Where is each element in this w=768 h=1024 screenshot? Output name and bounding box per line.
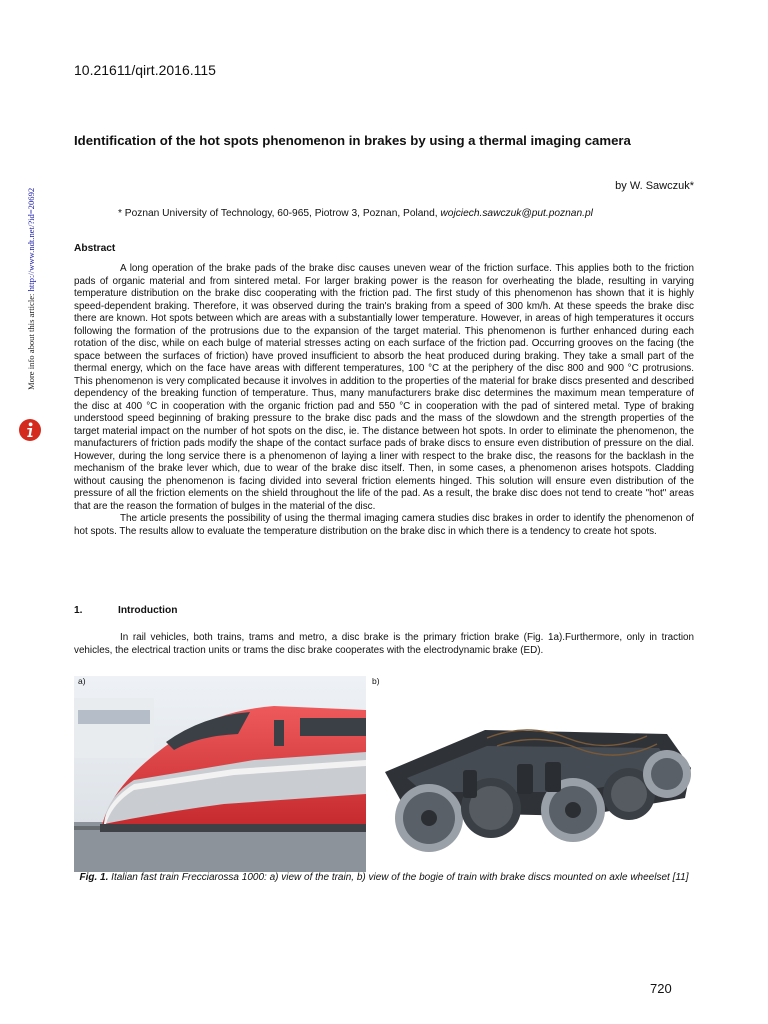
affiliation-text: * Poznan University of Technology, 60-965, Piotrow 3, Poznan, Poland, — [118, 208, 441, 219]
abstract-body — [74, 263, 694, 538]
paper-title: Identification of the hot spots phenomenon in brakes by using a thermal imaging camera — [74, 133, 631, 148]
figure-caption-label: Fig. 1. — [79, 872, 109, 883]
train-photo — [74, 676, 366, 872]
article-link[interactable]: http://www.ndt.net/?id=20692 — [26, 187, 36, 292]
page-number: 720 — [650, 981, 672, 996]
section-title: Introduction — [118, 605, 178, 616]
figure-caption-text: Italian fast train Frecciarossa 1000: a) view of the train, b) view of the bogie of train with brake discs mounted on axle wheelset [11] — [108, 872, 689, 883]
info-icon[interactable] — [18, 418, 42, 442]
figure-label-b: b) — [372, 676, 380, 686]
abstract-paragraph-2: The article presents the possibility of using the thermal imaging camera studies disc brakes in order to identify the phenomenon of hot spots. The results allow to evaluate the temperature distribution on the brake disc in which there is a tendency to create hot spots. — [74, 513, 694, 537]
author-email[interactable]: wojciech.sawczuk@put.poznan.pl — [440, 208, 593, 219]
figure-caption — [74, 872, 694, 885]
bogie-photo — [367, 676, 697, 872]
figure-label-a: a) — [78, 676, 86, 686]
section-heading — [74, 605, 177, 616]
introduction-paragraph: In rail vehicles, both trains, trams and metro, a disc brake is the primary friction brake (Fig. 1a).Furthermore, only in traction vehicles, the electrical traction units or trams the disc brake cooperates with the electrodynamic brake (ED). — [74, 632, 694, 656]
abstract-paragraph-1: A long operation of the brake pads of the brake disc causes uneven wear of the friction surface. This applies both to the friction pads of organic material and from sintered metal. For larger braking power is the reason for overheating the blade, resulting in varying temperature distribution on the brake disc cooperating with the friction pad. The first study of this phenomenon has shown that it is highly speed-dependent braking. Therefore, it was observed during the train's braking from a speed of 300 km/h. At these speeds the brake disc there are known. Hot spots between which are areas with a substantially lower temperature. However, in areas of high temperatures it occurs following the formation of the protrusions due to the expansion of the target material. This phenomenon is further enhanced during each rotation of the disc, while on each bulge of material stresses acting on each surface of the friction pad. Occurring grooves on the facing (the space between the surfaces of friction) have proved insufficient to absorb the heat produced during braking. They take a small part of the thermal energy, which on the face have areas with different temperatures, 100 °C at the periphery of the disc 800 and 900 °C protrusions. This phenomenon is very complicated because it involves in addition to the properties of the material for brake discs presented and described dependency of the breaking function of temperature. Thus, many manufacturers brake disc determines the maximum mean temperature of the disc at 400 °C in cooperation with the organic friction pad and 550 °C in cooperation with the pad of sintered metal. Type of braking understood speed beginning of braking pressure to the brake disc pads and the mass of the slowdown and the strength properties of the target material impact on the number of hot spots on the disc, ie. The distance between hot spots. In order to eliminate the phenomenon, the manufacturers of friction pads modify the shape of the contact surface pads of brake discs to ensure even distribution of pressure on the dial. However, during the long service there is a phenomenon of laying a liner with respect to the brake disc, the reasons for the backlash in the mechanism of the brake lever which, due to wear of the brake disc itself. Then, in some cases, a phenomenon arises hotspots. Cladding without causing the phenomenon is facing divided into several friction elements hinged. This solution will ensure even distribution of the pressure of all the friction elements on the shield throughout the life of the pad. As a result, the brake disc does not tend to create "hot" areas that are the reason the formation of bulges in the material of the disc. — [74, 263, 694, 512]
doi: 10.21611/qirt.2016.115 — [74, 62, 216, 78]
affiliation — [118, 208, 593, 219]
author: by W. Sawczuk* — [615, 180, 694, 192]
figure-1 — [74, 676, 697, 872]
abstract-heading: Abstract — [74, 243, 116, 254]
side-note — [26, 187, 36, 390]
side-note-text: More info about this article: — [26, 291, 36, 390]
section-number: 1. — [74, 605, 83, 616]
